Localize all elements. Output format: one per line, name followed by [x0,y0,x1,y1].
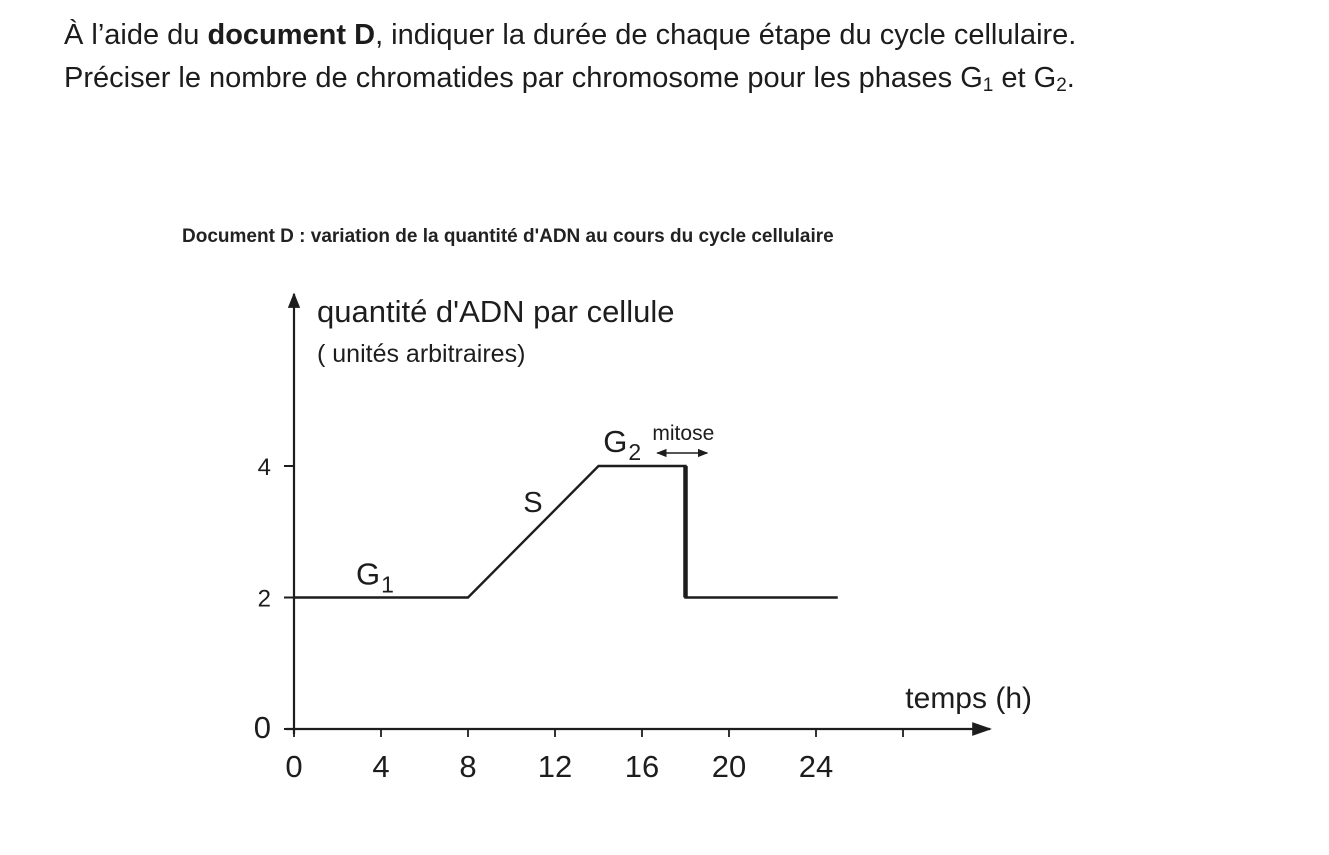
x-axis-label: temps (h) [905,682,1032,715]
x-tick-label: 16 [624,749,660,784]
y-tick-label: 2 [257,585,271,613]
phase-label-G1: $G_1$ [356,556,394,598]
x-tick-label: 12 [537,749,573,784]
y-axis-units-label: ( unités arbitraires) [317,340,526,368]
question-line-1: À l’aide du document D, indiquer la durée de chaque étape du cycle cellulaire. [64,19,1077,51]
question-line-2: Préciser le nombre de chromatides par chromosome pour les phases $G_1$ et $G_2$. [64,62,1075,96]
x-tick-label: 4 [372,749,390,784]
document-title: Document D : variation de la quantité d'ADN au cours du cycle cellulaire [182,226,834,247]
y-axis-label: quantité d'ADN par cellule [317,294,675,329]
y-tick-label: 0 [253,710,271,745]
document-d-reference: document D [207,19,376,51]
y-tick-label: 4 [257,454,271,481]
x-tick-label: 0 [285,749,303,784]
x-tick-label: 24 [798,749,834,784]
x-tick-label: 8 [459,749,477,784]
phase-label-mitose: mitose [652,422,715,445]
x-tick-label: 20 [711,749,747,784]
phase-label-S: S [523,486,543,519]
phase-label-G2: $G_2$ [603,424,642,465]
